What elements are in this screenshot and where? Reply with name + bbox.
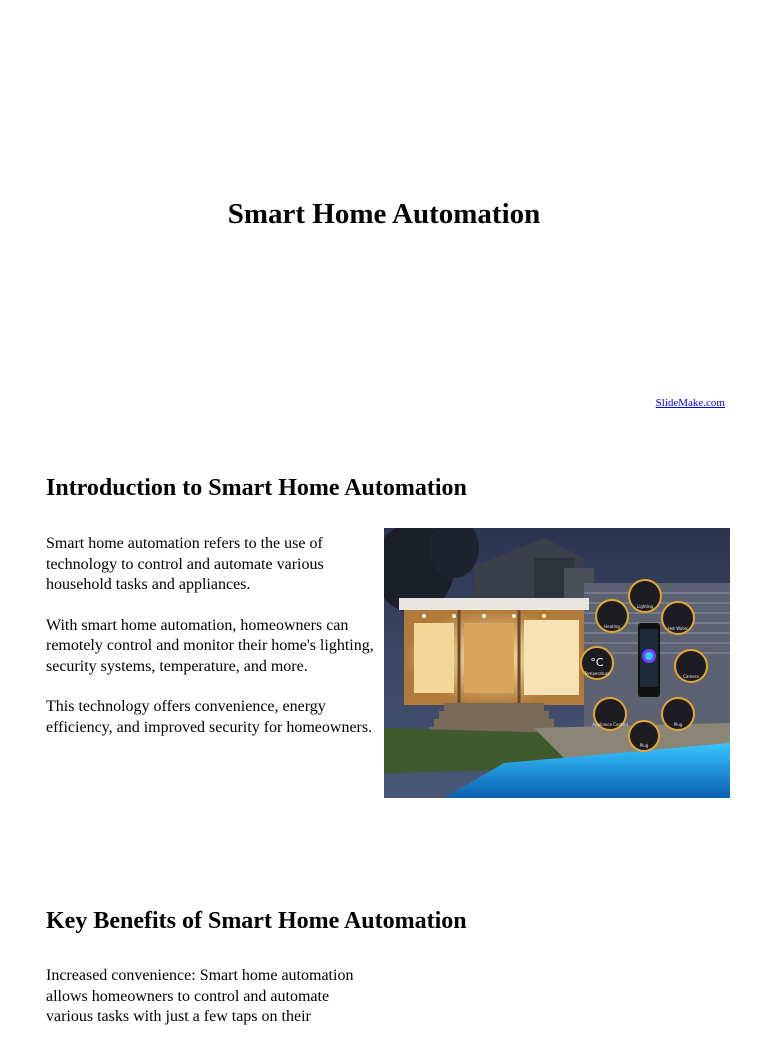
svg-text:°C: °C: [590, 656, 604, 669]
intro-heading: Introduction to Smart Home Automation: [46, 475, 467, 501]
intro-text: [46, 534, 376, 758]
slidemake-link[interactable]: SlideMake.com: [655, 397, 725, 409]
icon-label: Plug: [673, 722, 683, 727]
benefits-heading: Key Benefits of Smart Home Automation: [46, 908, 467, 934]
smart-home-photo: [384, 528, 730, 798]
intro-paragraph: This technology offers convenience, energy efficiency, and improved security for homeowners.: [46, 698, 373, 736]
benefits-text: [46, 966, 376, 1048]
slide-title: Smart Home Automation: [227, 198, 541, 230]
intro-paragraph: With smart home automation, homeowners can remotely control and monitor their home's lighting, security systems, temperature, and more.: [46, 616, 374, 675]
icon-label: Lighting: [636, 604, 654, 609]
icon-label: Appliance Control: [592, 722, 628, 727]
icon-label: Temperature: [584, 671, 610, 676]
intro-paragraph: Smart home automation refers to the use of technology to control and automate various household tasks and appliances.: [46, 535, 324, 593]
icon-label: Hot Water: [667, 626, 689, 631]
icon-label: Plug: [639, 743, 649, 748]
icon-label: Heating: [604, 624, 620, 629]
benefits-paragraph: Increased convenience: Smart home automation allows homeowners to control and automate various tasks with just a few taps on their: [46, 967, 354, 1025]
icon-label: Camera: [683, 674, 699, 679]
